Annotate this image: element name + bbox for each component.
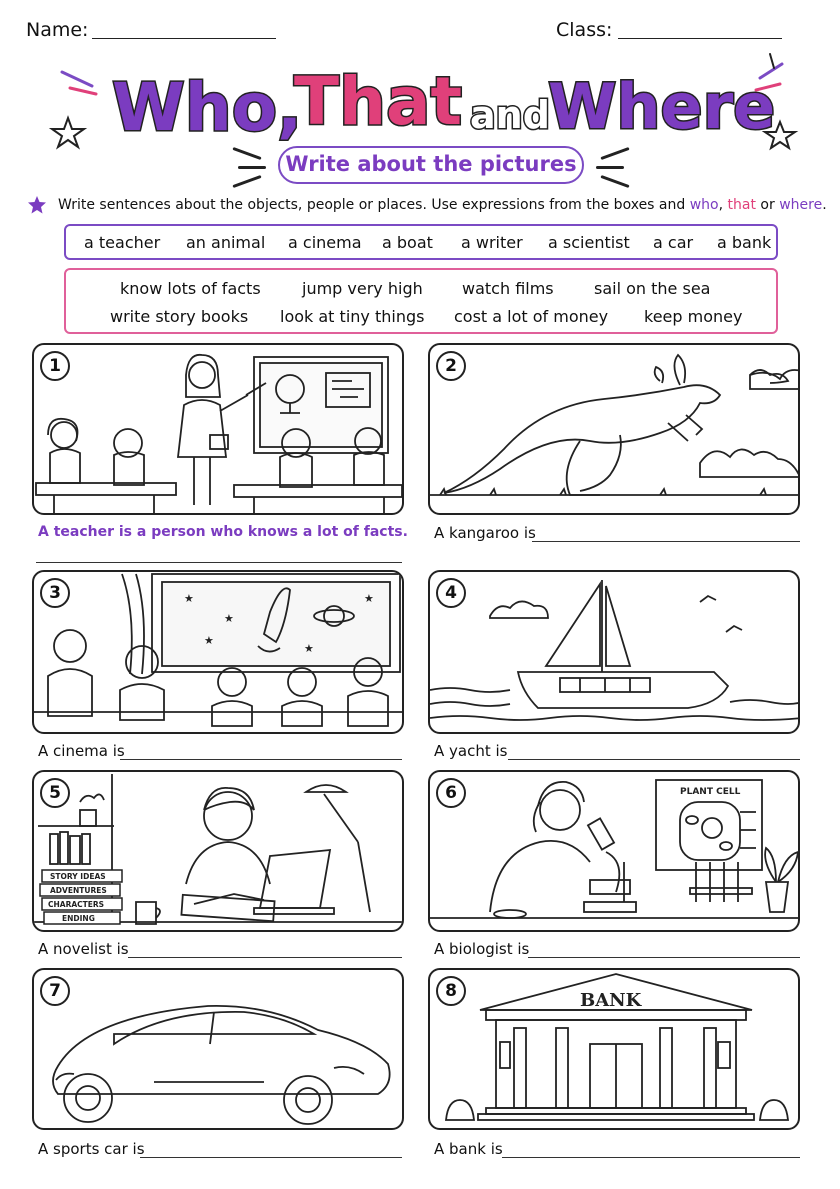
panel-number: 1 <box>40 351 70 381</box>
expression-word: write story books <box>110 307 249 326</box>
noun-word: a scientist <box>548 233 630 252</box>
book-title: ENDING <box>62 914 95 923</box>
expression-word: watch films <box>462 279 554 298</box>
svg-text:★: ★ <box>304 642 314 655</box>
panel-number: 6 <box>436 778 466 808</box>
bank-sign: BANK <box>580 990 642 1011</box>
sentence-prompt: A sports car is <box>38 1140 145 1158</box>
worksheet-title <box>50 58 790 148</box>
instructions: Write sentences about the objects, people or places. Use expressions from the boxes and who, that or where. <box>58 197 827 213</box>
class-field[interactable] <box>618 38 782 39</box>
noun-word: a cinema <box>288 233 362 252</box>
book-title: ADVENTURES <box>50 886 107 895</box>
novelist-illustration <box>34 772 404 932</box>
example-sentence: A teacher is a person who knows a lot of facts. <box>38 524 408 540</box>
book-title: CHARACTERS <box>48 900 105 909</box>
subtitle: Write about the pictures <box>278 146 584 184</box>
sports-car-illustration <box>34 970 404 1130</box>
name-label: Name: <box>26 19 89 41</box>
sentence-prompt: A novelist is <box>38 940 129 958</box>
panel-number: 5 <box>40 778 70 808</box>
answer-line-3[interactable] <box>120 759 402 760</box>
picture-panel-7 <box>32 968 404 1130</box>
panel-number: 2 <box>436 351 466 381</box>
sentence-prompt: A yacht is <box>434 742 508 760</box>
svg-text:★: ★ <box>224 612 234 625</box>
answer-line-2[interactable] <box>532 541 800 542</box>
answer-line-4[interactable] <box>508 759 800 760</box>
picture-panel-2 <box>428 343 800 515</box>
expression-word-box <box>64 268 778 334</box>
picture-panel-4 <box>428 570 800 734</box>
biologist-illustration <box>430 772 800 932</box>
answer-line-6[interactable] <box>528 957 800 958</box>
title-where: Where <box>548 70 776 143</box>
sentence-prompt: A kangaroo is <box>434 524 536 542</box>
svg-text:★: ★ <box>204 634 214 647</box>
expression-word: jump very high <box>302 279 423 298</box>
picture-panel-8 <box>428 968 800 1130</box>
noun-word: a teacher <box>84 233 161 252</box>
noun-word-box <box>64 224 778 260</box>
poster-title: PLANT CELL <box>680 787 741 797</box>
kangaroo-illustration <box>430 345 800 515</box>
title-that: That <box>294 63 463 140</box>
picture-panel-5 <box>32 770 404 932</box>
book-title: STORY IDEAS <box>50 872 106 881</box>
noun-word: a bank <box>717 233 772 252</box>
star-icon <box>28 196 46 214</box>
title-who: Who, <box>112 69 303 146</box>
expression-word: keep money <box>644 307 743 326</box>
cinema-illustration <box>34 572 404 734</box>
teacher-illustration <box>34 345 404 515</box>
answer-line-1[interactable] <box>36 562 402 563</box>
class-label: Class: <box>556 19 613 41</box>
expression-word: sail on the sea <box>594 279 711 298</box>
expression-word: cost a lot of money <box>454 307 609 326</box>
svg-text:★: ★ <box>184 592 194 605</box>
picture-panel-1 <box>32 343 404 515</box>
svg-text:★: ★ <box>364 592 374 605</box>
sentence-prompt: A biologist is <box>434 940 530 958</box>
noun-word: a writer <box>461 233 523 252</box>
noun-word: a car <box>653 233 694 252</box>
expression-word: look at tiny things <box>280 307 425 326</box>
bank-illustration <box>430 970 800 1130</box>
panel-number: 4 <box>436 578 466 608</box>
picture-panel-3 <box>32 570 404 734</box>
name-field[interactable] <box>92 38 276 39</box>
panel-number: 8 <box>436 976 466 1006</box>
panel-number: 7 <box>40 976 70 1006</box>
expression-word: know lots of facts <box>120 279 261 298</box>
picture-panel-6 <box>428 770 800 932</box>
answer-line-8[interactable] <box>502 1157 800 1158</box>
sentence-prompt: A cinema is <box>38 742 125 760</box>
answer-line-7[interactable] <box>140 1157 402 1158</box>
noun-word: a boat <box>382 233 433 252</box>
title-and: and <box>470 93 550 137</box>
yacht-illustration <box>430 572 800 734</box>
noun-word: an animal <box>186 233 266 252</box>
answer-line-5[interactable] <box>128 957 402 958</box>
sentence-prompt: A bank is <box>434 1140 503 1158</box>
panel-number: 3 <box>40 578 70 608</box>
